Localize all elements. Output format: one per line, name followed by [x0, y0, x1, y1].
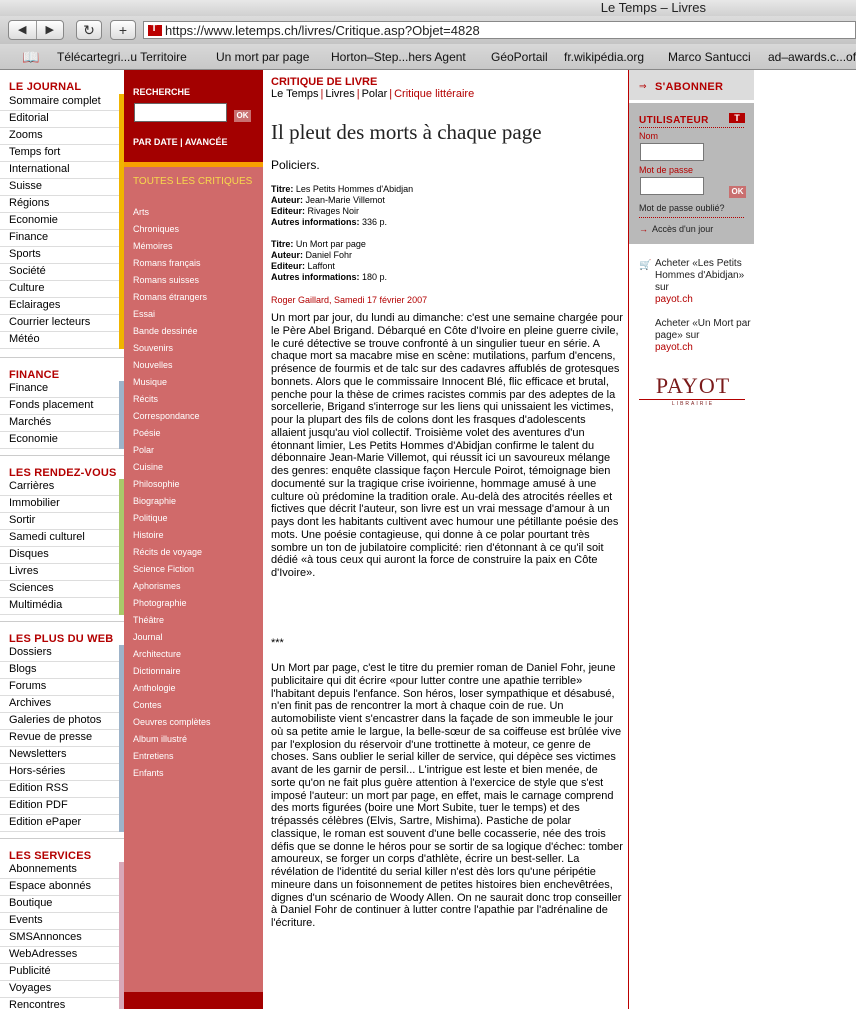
nav-item[interactable]: Galeries de photos	[0, 713, 124, 730]
book-pages: 336 p.	[362, 217, 388, 227]
nav-item[interactable]: Blogs	[0, 662, 124, 679]
label-infos: Autres informations:	[271, 217, 360, 227]
book-title: Les Petits Hommes d'Abidjan	[295, 184, 414, 194]
payot-logo-line	[639, 399, 745, 400]
book-info	[271, 184, 413, 228]
breadcrumb-item[interactable]: Critique littéraire	[394, 88, 475, 100]
browser-toolbar	[0, 16, 856, 44]
bookmark-item[interactable]: GéoPortail	[491, 50, 548, 64]
advanced-search-link[interactable]: PAR DATE | AVANCÉE	[133, 137, 228, 147]
nav-item[interactable]: Economie	[0, 432, 124, 449]
login-panel	[629, 103, 754, 244]
nav-item[interactable]: Events	[0, 913, 124, 930]
critique-category-link[interactable]: Poésie	[133, 428, 161, 438]
orange-divider	[124, 162, 263, 167]
day-access-label: Accès d'un jour	[652, 224, 714, 234]
nav-item[interactable]: Eclairages	[0, 298, 124, 315]
nav-item[interactable]: Sports	[0, 247, 124, 264]
section-title: FINANCE	[0, 357, 124, 381]
breadcrumb-item[interactable]: Polar	[361, 88, 388, 100]
search-ok-button[interactable]: OK	[234, 110, 251, 122]
nav-item[interactable]: Abonnements	[0, 862, 124, 879]
nav-item[interactable]: International	[0, 162, 124, 179]
payot-link[interactable]: payot.ch	[655, 294, 693, 305]
label-infos: Autres informations:	[271, 272, 360, 282]
nav-section-finance	[0, 357, 124, 449]
section-title: LE JOURNAL	[9, 81, 82, 93]
bookmarks-book-icon[interactable]: 📖	[22, 49, 40, 65]
subscribe-box[interactable]	[629, 70, 754, 100]
book-publisher: Laffont	[307, 261, 335, 271]
le-temps-logo-icon: T	[729, 113, 745, 123]
nav-item[interactable]: Suisse	[0, 179, 124, 196]
critique-category-link[interactable]: Bande dessinée	[133, 326, 198, 336]
nav-item[interactable]: Finance	[0, 230, 124, 247]
nav-item[interactable]: Publicité	[0, 964, 124, 981]
label-editeur: Editeur:	[271, 206, 306, 216]
nav-item[interactable]: Economie	[0, 213, 124, 230]
nav-section-plus-du-web	[0, 621, 124, 832]
critique-category-link[interactable]: Romans français	[133, 258, 201, 268]
site-favicon-icon	[148, 25, 162, 36]
article-kicker: CRITIQUE DE LIVRE	[271, 76, 378, 88]
breadcrumb-item[interactable]: Livres	[325, 88, 355, 100]
bookmark-item[interactable]: Un mort par page	[216, 50, 310, 64]
article-genre: Policiers.	[271, 158, 320, 172]
nav-item[interactable]: Edition PDF	[0, 798, 124, 815]
critique-category-link[interactable]: Récits	[133, 394, 159, 404]
nav-item[interactable]: Marchés	[0, 415, 124, 432]
critique-category-link[interactable]: Souvenirs	[133, 343, 174, 353]
nav-item[interactable]: Finance	[0, 381, 124, 398]
buy-book-2[interactable]	[655, 318, 751, 354]
nav-item[interactable]: Edition ePaper	[0, 815, 124, 832]
password-label: Mot de passe	[639, 165, 694, 175]
subscribe-link[interactable]: S'ABONNER	[655, 81, 724, 93]
nav-item[interactable]: Rencontres	[0, 998, 124, 1009]
payot-link[interactable]: payot.ch	[655, 342, 693, 353]
arrow-icon: →	[639, 224, 648, 234]
nav-item[interactable]: Disques	[0, 547, 124, 564]
nav-section-journal	[0, 70, 124, 349]
label-auteur: Auteur:	[271, 250, 303, 260]
article-paragraph: Un mort par jour, du lundi au dimanche: c'est une semaine chargée pour le Père Abel Brigand. Débarqué en Côte d'Ivoire en pleine guerre civile, le curé détective se trouve confronté à un singulier tueur en série. A chaque mort sa macabre mise en scène: mutilations, parfum d'encens, présence de fourmis et de talc sur des cadavres affublés de grotesques bonnets. Alors que le commissaire Innocent Blé, flic efficace et brutal, penche pour la thèse de crimes racistes commis par des adeptes de la sorcellerie, Brigand s'interroge sur les liens qui unissaient les victimes, pour la plupart des fils de colons dont les frasques d'adolescents allaient jusqu'au viol collectif. Troisième volet des aventures d'un étonnant limier, Les Petits Hommes d'Abidjan confirme le talent du débonnaire Jean-Marie Villemot, qui réussit ici un savoureux mélange des genres: enquête classique façon Hercule Poirot, témoignage bien documenté sur la tragique crise ivoirienne, hommage amusé à une culture où prédomine la tradition orale. Au-delà des atrocités réelles et fictives que décrit l'auteur, son livre est un vrai message d'amour à un pays dont les habitants cultivent avec humour une pétillante poésie des mots. Une poésie contagieuse, qui donne à ce polar pourtant très sombre un ton de jubilatoire complicité: rien d'étonnant à ce qu'il soit dédié «à tous ceux qui auront la force de construire la paix en Côte d'Ivoire».	[271, 312, 623, 579]
nav-section-services	[0, 838, 124, 1009]
critique-category-link[interactable]: Journal	[133, 632, 163, 642]
dotted-divider	[639, 217, 744, 218]
nav-item[interactable]: WebAdresses	[0, 947, 124, 964]
bookmark-item[interactable]: fr.wikipédia.org	[564, 50, 645, 64]
login-ok-button[interactable]: OK	[729, 186, 746, 198]
breadcrumb: Le Temps | Livres | Polar | Critique littéraire	[271, 88, 475, 100]
address-bar[interactable]	[143, 21, 856, 39]
bookmarks-bar	[0, 44, 856, 70]
nav-item[interactable]: Hors-séries	[0, 764, 124, 781]
search-input[interactable]	[134, 103, 227, 122]
forgot-password-link[interactable]: Mot de passe oublié?	[639, 203, 725, 213]
book-pages: 180 p.	[362, 272, 388, 282]
back-button[interactable]: ◀	[18, 24, 27, 36]
book-publisher: Rivages Noir	[307, 206, 360, 216]
buy-text: Acheter «Un Mort par page» sur	[655, 318, 751, 341]
nav-item[interactable]: Sortir	[0, 513, 124, 530]
nav-item[interactable]: Régions	[0, 196, 124, 213]
critique-category-link[interactable]: Dictionnaire	[133, 666, 181, 676]
add-bookmark-button[interactable]: +	[110, 20, 136, 40]
forward-button[interactable]: ▶	[36, 21, 64, 39]
article-byline: Roger Gaillard, Samedi 17 février 2007	[271, 295, 428, 305]
critique-category-link[interactable]: Histoire	[133, 530, 164, 540]
critique-category-link[interactable]: Architecture	[133, 649, 182, 659]
critique-category-link[interactable]: Anthologie	[133, 683, 176, 693]
critique-category-link[interactable]: Album illustré	[133, 734, 188, 744]
address-url: https://www.letemps.ch/livres/Critique.asp?Objet=4828	[165, 23, 480, 38]
article-content	[263, 70, 629, 1009]
nav-item[interactable]: Boutique	[0, 896, 124, 913]
nav-item[interactable]: Temps fort	[0, 145, 124, 162]
nav-item[interactable]: Sommaire complet	[0, 94, 124, 111]
critique-category-link[interactable]: Polar	[133, 445, 155, 455]
critique-category-link[interactable]: Cuisine	[133, 462, 164, 472]
red-column-footer	[124, 992, 263, 1009]
username-label: Nom	[639, 131, 659, 141]
bookmark-item[interactable]: Marco Santucci	[668, 50, 751, 64]
section-title: LES RENDEZ-VOUS	[0, 455, 124, 479]
critique-category-link[interactable]: Entretiens	[133, 751, 174, 761]
critique-category-link[interactable]: Mémoires	[133, 241, 173, 251]
critique-category-link[interactable]: Photographie	[133, 598, 187, 608]
critique-category-link[interactable]: Nouvelles	[133, 360, 173, 370]
article-title: Il pleut des morts à chaque page	[271, 120, 542, 144]
nav-item[interactable]: Culture	[0, 281, 124, 298]
critique-category-link[interactable]: Romans étrangers	[133, 292, 208, 302]
left-navigation	[0, 70, 124, 1009]
critique-category-link[interactable]: Théâtre	[133, 615, 165, 625]
nav-item[interactable]: Multimédia	[0, 598, 124, 615]
reload-button[interactable]: ↻	[76, 20, 102, 40]
label-auteur: Auteur:	[271, 195, 303, 205]
nav-item[interactable]: Voyages	[0, 981, 124, 998]
password-input[interactable]	[640, 177, 704, 195]
book-info	[271, 239, 387, 283]
nav-item[interactable]: SMSAnnonces	[0, 930, 124, 947]
book-author: Daniel Fohr	[305, 250, 353, 260]
label-titre: Titre:	[271, 184, 294, 194]
nav-section-rendez-vous	[0, 455, 124, 615]
cart-icon: 🛒	[639, 260, 652, 271]
critique-category-link[interactable]: Correspondance	[133, 411, 200, 421]
nav-item[interactable]: Carrières	[0, 479, 124, 496]
critique-category-link[interactable]: Essai	[133, 309, 156, 319]
nav-item[interactable]: Edition RSS	[0, 781, 124, 798]
nav-item[interactable]: Espace abonnés	[0, 879, 124, 896]
nav-item[interactable]: Zooms	[0, 128, 124, 145]
book-title: Un Mort par page	[295, 239, 366, 249]
nav-item[interactable]: Livres	[0, 564, 124, 581]
critique-category-link[interactable]: Arts	[133, 207, 150, 217]
critique-category-link[interactable]: Oeuvres complètes	[133, 717, 211, 727]
payot-logo-subtitle: LIBRAIRIE	[671, 401, 715, 407]
buy-book-1[interactable]	[655, 258, 751, 306]
critique-category-link[interactable]: Romans suisses	[133, 275, 200, 285]
search-label: RECHERCHE	[133, 87, 191, 97]
label-titre: Titre:	[271, 239, 294, 249]
nav-item[interactable]: Fonds placement	[0, 398, 124, 415]
buy-text: Acheter «Les Petits Hommes d'Abidjan» sur	[655, 258, 745, 293]
nav-item[interactable]: Samedi culturel	[0, 530, 124, 547]
nav-item[interactable]: Forums	[0, 679, 124, 696]
nav-item[interactable]: Editorial	[0, 111, 124, 128]
article-separator: ***	[271, 637, 284, 649]
critique-category-link[interactable]: Récits de voyage	[133, 547, 203, 557]
window-titlebar	[0, 0, 856, 16]
critique-category-link[interactable]: Enfants	[133, 768, 164, 778]
critiques-column	[124, 70, 263, 1009]
username-input[interactable]	[640, 143, 704, 161]
book-author: Jean-Marie Villemot	[305, 195, 385, 205]
critique-category-link[interactable]: Contes	[133, 700, 162, 710]
nav-item[interactable]: Sciences	[0, 581, 124, 598]
section-title: LES PLUS DU WEB	[0, 621, 124, 645]
nav-item[interactable]: Newsletters	[0, 747, 124, 764]
nav-item[interactable]: Météo	[0, 332, 124, 349]
critique-category-link[interactable]: Science Fiction	[133, 564, 195, 574]
critiques-title: TOUTES LES CRITIQUES	[133, 176, 253, 187]
nav-item[interactable]: Courrier lecteurs	[0, 315, 124, 332]
bookmark-item[interactable]: Télécartegri...u Territoire	[57, 50, 187, 64]
article-paragraph: Un Mort par page, c'est le titre du premier roman de Daniel Fohr, jeune publicitaire qui dit écrire «pour lutter contre une apathie terrible» l'habitant depuis l'enfance. Son héros, loser sympathique et désabusé, n'en finit pas de rencontrer la mort à chaque coin de rue. Un automobiliste vient s'encastrer dans la façade de son immeuble le jour où sa petite amie le largue, la belle-sœur de sa coiffeuse est brûlée vive par l'explosion du réservoir d'une trottinette à moteur, ce genre de choses. Sans oublier le serial killer de service, qui dépèce ses victimes avant de les garnir de persil... L'intrigue est leste et bien menée, de sorte qu'on ne fait plus guère attention à l'exercice de style que s'est imposé l'auteur: un mort par page, en effet, mais le carnage comprend des morts figurées (boire une Mort Subite, tuer le temps) et des trépassés célèbres (Elvis, Sartre, Mishima). Pastiche de polar classique, le roman est souvent d'une belle cocasserie, née des trois défis que se donne le héros pour se sortir de sa logique d'échec: tomber amoureux, se forger un corps d'athlète, écrire un best-seller. La révélation de l'identité du serial killer n'est dès lors qu'une péripétie mineure dans un foisonnement de petites histoires bien enchevêtrées, dignes d'un scénario de Woody Allen. On ne saurait donc trop conseiller à Daniel Fohr de continuer à lutter contre l'apathie par l'adrénaline de l'écriture.	[271, 662, 623, 929]
critique-category-link[interactable]: Chroniques	[133, 224, 180, 234]
nav-item[interactable]: Immobilier	[0, 496, 124, 513]
critique-category-link[interactable]: Biographie	[133, 496, 177, 506]
nav-item[interactable]: Dossiers	[0, 645, 124, 662]
nav-item[interactable]: Archives	[0, 696, 124, 713]
arrow-right-icon: ⇒	[639, 81, 647, 91]
nav-item[interactable]: Société	[0, 264, 124, 281]
label-editeur: Editeur:	[271, 261, 306, 271]
critique-category-link[interactable]: Musique	[133, 377, 168, 387]
bookmark-item[interactable]: Horton–Step...hers Agent	[331, 50, 466, 64]
critique-category-link[interactable]: Philosophie	[133, 479, 180, 489]
login-title: UTILISATEUR	[639, 115, 744, 128]
critique-category-link[interactable]: Aphorismes	[133, 581, 181, 591]
breadcrumb-item[interactable]: Le Temps	[271, 88, 319, 100]
search-panel	[124, 70, 263, 162]
window-title: Le Temps – Livres	[600, 0, 706, 15]
critique-category-link[interactable]: Politique	[133, 513, 168, 523]
day-access-link[interactable]	[639, 224, 713, 234]
payot-logo[interactable]: PAYOT	[655, 373, 731, 398]
bookmark-item[interactable]: ad–awards.c...of	[768, 50, 856, 64]
right-sidebar	[629, 70, 754, 1009]
section-title: LES SERVICES	[0, 838, 124, 862]
nav-item[interactable]: Revue de presse	[0, 730, 124, 747]
nav-buttons	[8, 20, 64, 40]
